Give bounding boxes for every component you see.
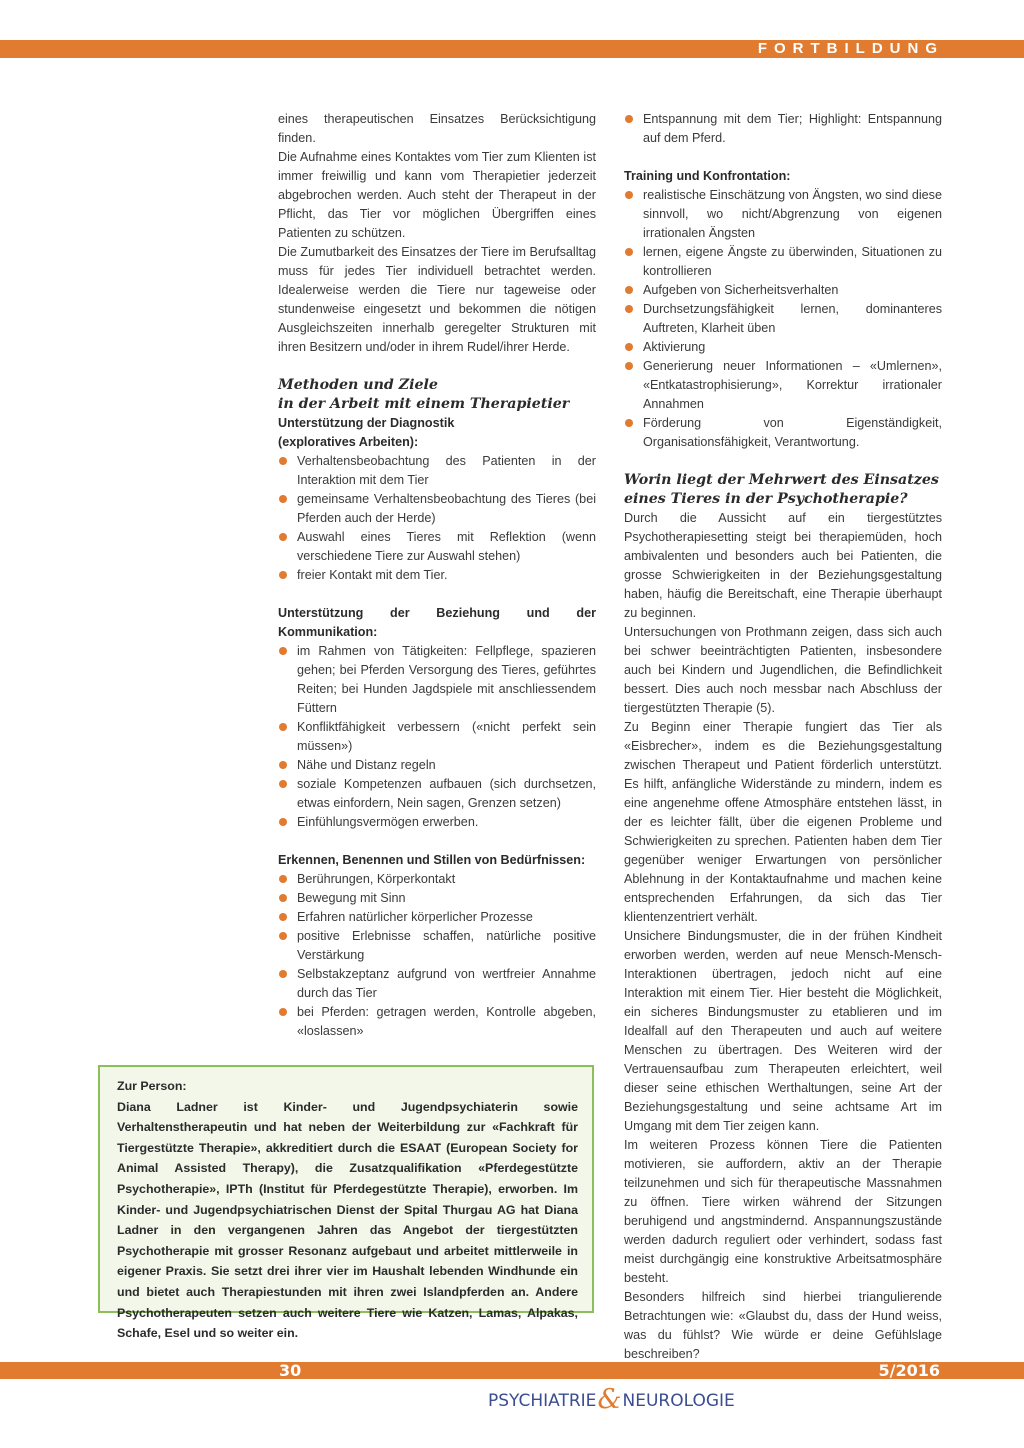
subheading: Erkennen, Benennen und Stillen von Bedürfnissen: [278, 853, 586, 867]
subheading: Unterstützung der Diagnostik (exploratives Arbeiten): [278, 416, 455, 449]
list-item: Nähe und Distanz regeln [278, 756, 596, 775]
section-label: FORTBILDUNG [757, 40, 944, 57]
paragraph: Besonders hilfreich sind hierbei triangulierende Betrachtungen wie: «Glaubst du, dass der Hund weiss, was du fühlst? Wie würde er deine Gefühlslage beschreiben? [624, 1290, 942, 1361]
list-item: Entspannung mit dem Tier; Highlight: Entspannung auf dem Pferd. [624, 110, 942, 148]
paragraph: Zu Beginn einer Therapie fungiert das Tier als «Eisbrecher», indem es die Beziehungsgestaltung zwischen Therapeut und Patient förderlich unterstützt. Es hilft, anfängliche Widerstände zu mindern, indem es eine angenehme offene Atmosphäre entstehen lässt, in der es leichter fällt, über die eigenen Probleme und Schwierigkeiten zu sprechen. Patienten haben dem Tier gegenüber weniger Erwartungen von persönlicher Ablehnung in der Kontaktaufnahme und machen keine entsprechenden Erfahrungen, da sich das Tier klientenzentriert verhält. [624, 720, 942, 924]
list-item: Durchsetzungsfähigkeit lernen, dominanteres Auftreten, Klarheit üben [624, 300, 942, 338]
list-item: Berührungen, Körperkontakt [278, 870, 596, 889]
training-list [624, 186, 942, 452]
page-number: 30 [279, 1361, 302, 1380]
ampersand-glyph: & [597, 1384, 622, 1415]
beziehung-list [278, 642, 596, 832]
continued-list [624, 110, 942, 148]
subheading: Unterstützung der Beziehung und der Kommunikation: [278, 606, 596, 639]
journal-name-part1: PSYCHIATRIE [488, 1391, 597, 1411]
section-heading: Methoden und Ziele in der Arbeit mit einem Therapietier [278, 377, 570, 412]
list-item: Einfühlungsvermögen erwerben. [278, 813, 596, 832]
list-item: bei Pferden: getragen werden, Kontrolle abgeben, «loslassen» [278, 1003, 596, 1041]
list-item: Aktivierung [624, 338, 942, 357]
footer-bar [0, 1362, 1024, 1379]
header-bar [0, 40, 1024, 58]
paragraph: Die Aufnahme eines Kontaktes vom Tier zum Klienten ist immer freiwillig und kann vom Therapietier jederzeit abgebrochen werden. Auch steht der Therapeut in der Pflicht, das Tier vor möglichen Übergriffen eines Patienten zu schützen. [278, 150, 596, 240]
paragraph: Unsichere Bindungsmuster, die in der frühen Kindheit erworben werden, werden auf neue Mensch-Mensch-Interaktionen übertragen, jedoch nicht auf eine Interaktion mit einem Tier. Hier besteht die Möglichkeit, ein sicheres Bindungsmuster zu etablieren und im Idealfall auf den Therapeuten und auch auf weitere Menschen zu übertragen. Des Weiteren wird der Vertrauensaufbau zum Therapeuten erleichtert, weil dieser seine ethischen Werthaltungen, seine Art der Beziehungsgestaltung und seine achtsame Art im Umgang mit dem Tier zeigen kann. [624, 929, 942, 1133]
paragraph: Im weiteren Prozess können Tiere die Patienten motivieren, sie auffordern, aktiv an der Therapie teilzunehmen und sich für therapeutische Massnahmen zu öffnen. Tiere wirken während der Sitzungen beruhigend und angstmindernd. Anspannungszustände werden dadurch reguliert oder verhindert, sodass fast meist durchgängig eine konstruktive Arbeitsatmosphäre besteht. [624, 1138, 942, 1285]
list-item: soziale Kompetenzen aufbauen (sich durchsetzen, etwas einfordern, Nein sagen, Grenzen setzen) [278, 775, 596, 813]
subheading: Training und Konfrontation: [624, 169, 791, 183]
list-item: im Rahmen von Tätigkeiten: Fellpflege, spazieren gehen; bei Pferden Versorgung des Tieres, geführtes Reiten; bei Hunden Jagdspiele mit anschliessendem Füttern [278, 642, 596, 718]
list-item: Auswahl eines Tieres mit Reflektion (wenn verschiedene Tiere zur Auswahl stehen) [278, 528, 596, 566]
list-item: Selbstakzeptanz aufgrund von wertfreier Annahme durch das Tier [278, 965, 596, 1003]
paragraph: eines therapeutischen Einsatzes Berücksichtigung finden. [278, 112, 596, 145]
author-info-box [98, 1065, 594, 1341]
list-item: realistische Einschätzung von Ängsten, wo sind diese sinnvoll, wo nicht/Abgrenzung von eigenen irrationalen Ängsten [624, 186, 942, 243]
list-item: gemeinsame Verhaltensbeobachtung des Tieres (bei Pferden auch der Herde) [278, 490, 596, 528]
list-item: Erfahren natürlicher körperlicher Prozesse [278, 908, 596, 927]
list-item: Aufgeben von Sicherheitsverhalten [624, 281, 942, 300]
list-item: Generierung neuer Informationen – «Umlernen», «Entkatastrophisierung», Korrektur irrationaler Annahmen [624, 357, 942, 414]
beduerfnisse-list [278, 870, 596, 1041]
paragraph: Untersuchungen von Prothmann zeigen, dass sich auch bei schwer beeinträchtigten Patienten, insbesondere auch bei Kindern und Jugendlichen, die Befindlichkeit bessert. Dies auch noch messbar nach Abschluss der tiergestützten Therapie (5). [624, 625, 942, 715]
list-item: lernen, eigene Ängste zu überwinden, Situationen zu kontrollieren [624, 243, 942, 281]
box-title: Zur Person: [117, 1079, 187, 1093]
list-item: freier Kontakt mit dem Tier. [278, 566, 596, 585]
paragraph: Durch die Aussicht auf ein tiergestütztes Psychotherapiesetting steigt bei therapiemüden, hoch ambivalenten und besonders auch bei Patienten, die grosse Schwierigkeiten in der Beziehungsgestaltung haben, häufig die Bereitschaft, eine Therapie überhaupt zu beginnen. [624, 511, 942, 620]
left-column [278, 110, 596, 1041]
journal-name-part2: NEUROLOGIE [622, 1391, 735, 1411]
box-text: Diana Ladner ist Kinder- und Jugendpsychiaterin sowie Verhaltenstherapeutin und hat neben der Weiterbildung zur «Fachkraft für Tiergestützte Therapie», akkreditiert durch die ESAAT (European Society for Animal Assisted Therapy), die Zusatzqualifikation «Pferdegestützte Psychotherapie», IPTh (Institut für Pferdegestützte Therapie), erworben. Im Kinder- und Jugendpsychiatrischen Dienst der Spital Thurgau AG hat Diana Ladner in den vergangenen Jahren das Angebot der tiergestützten Psychotherapie mit grosser Resonanz aufgebaut und arbeitet mittlerweile in eigener Praxis. Sie setzt drei ihrer vier im Haushalt lebenden Windhunde ein und bietet auch Therapiestunden mit ihren zwei Islandpferden an. Andere Psychotherapeuten setzen auch weitere Tiere wie Katzen, Lamas, Alpakas, Schafe, Esel und so weiter ein. [117, 1099, 578, 1341]
list-item: Konfliktfähigkeit verbessern («nicht perfekt sein müssen») [278, 718, 596, 756]
list-item: Verhaltensbeobachtung des Patienten in der Interaktion mit dem Tier [278, 452, 596, 490]
list-item: Bewegung mit Sinn [278, 889, 596, 908]
paragraph: Die Zumutbarkeit des Einsatzes der Tiere im Berufsalltag muss für jedes Tier individuell betrachtet werden. Idealerweise werden die Tiere nur tageweise oder stundenweise eingesetzt und bekommen die nötigen Ausgleichszeiten innerhalb geregelter Strukturen mit ihren Besitzern und/oder in ihrem Rudel/ihrer Herde. [278, 245, 596, 354]
section-heading: Worin liegt der Mehrwert des Einsatzes eines Tieres in der Psychotherapie? [624, 472, 939, 507]
diagnostik-list [278, 452, 596, 585]
right-column [624, 110, 942, 1364]
list-item: positive Erlebnisse schaffen, natürliche positive Verstärkung [278, 927, 596, 965]
issue-number: 5/2016 [878, 1361, 940, 1380]
journal-logo [488, 1383, 735, 1415]
list-item: Förderung von Eigenständigkeit, Organisationsfähigkeit, Verantwortung. [624, 414, 942, 452]
